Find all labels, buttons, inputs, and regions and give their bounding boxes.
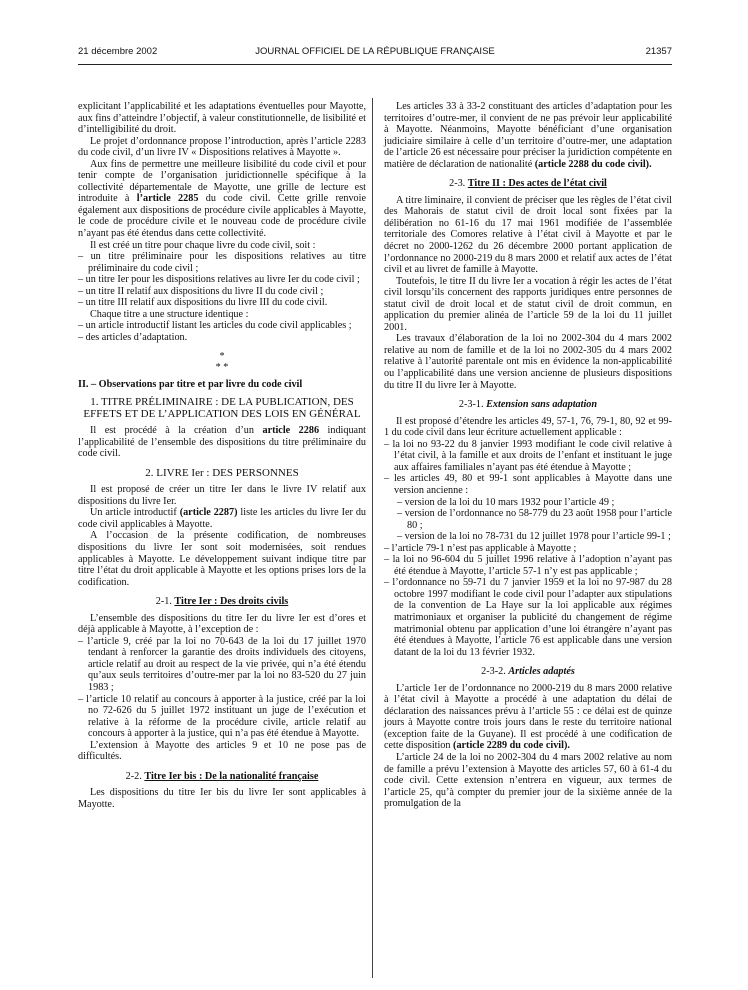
page-header (78, 46, 672, 62)
list-item: – un article introductif listant les articles du code civil applicables ; (78, 320, 352, 332)
section-heading: II. – Observations par titre et par livre du code civil (78, 379, 303, 391)
list-item: – l’article 9, créé par la loi no 70-643 de la loi du 17 juillet 1970 tendant à renforcer la garantie des droits individuels des citoyens, article relatif au droit au respect de la vie privée, qui n’a été étendu qu’aux seuls territoires d’outre-mer par la loi no 83-520 du 27 juin 1983 ; (78, 635, 366, 693)
paragraph: Chaque titre a une structure identique : (90, 308, 249, 320)
list-item: – l’ordonnance no 59-71 du 7 janvier 1959 et la loi no 97-987 du 28 octobre 1997 modifiant le code civil pour l’adapter aux stipulations de la convention de La Haye sur la loi applicable aux régimes matrimoniaux et organiser la publicité du changement de régime matrimonial obtenu par application d’une loi étrangère n’ayant pas été étendues à Mayotte, l’article 76 est applicable dans une version datant de la loi du 13 février 1932. (384, 577, 672, 658)
paragraph: explicitant l’applicabilité et les adaptations éventuelles pour Mayotte, aux fins d’atteindre l’objectif, à valeur constitutionnelle, de lisibilité et d’intelligibilité du droit. (78, 101, 366, 136)
section-heading: 2-3-2. Articles adaptés (481, 666, 575, 678)
paragraph: L’extension à Mayotte des articles 9 et 10 ne pose pas de difficultés. (78, 739, 366, 763)
list-item: – un titre Ier pour les dispositions relatives au livre Ier du code civil ; (78, 274, 360, 286)
list-item: – un titre III relatif aux dispositions du livre III du code civil. (78, 297, 328, 309)
list-item: – la loi no 96-604 du 5 juillet 1996 relative à l’adoption n’ayant pas été étendue à Mayotte, l’article 57-1 n’y est pas applicable ; (384, 554, 672, 577)
list-item: – version de l’ordonnance no 58-779 du 23 août 1958 pour l’article 80 ; (397, 508, 672, 531)
paragraph: L’article 1er de l’ordonnance no 2000-219 du 8 mars 2000 relative à l’état civil à Mayotte a procédé à une adaptation du délai de déclaration des naissances prévu à l’article 55 : ce délai est de quinze jours à Mayotte contre trois jours dans le reste du territoire national (exception faite de la Guyane). Il est procédé à une codification de cette disposition (article 2289 du code civil). (384, 682, 672, 752)
paragraph: Un article introductif (article 2287) liste les articles du livre Ier du code civil applicables à Mayotte. (78, 507, 367, 530)
list-item: – la loi no 93-22 du 8 janvier 1993 modifiant le code civil relative à l’état civil, à la famille et aux droits de l’enfant et instituant le juge aux affaires familiales n’ayant pas été étendue à Mayotte ; (384, 438, 672, 473)
paragraph: Il est procédé à la création d’un article 2286 indiquant l’applicabilité de l’ensemble des dispositions du titre préliminaire du code civil. (78, 425, 367, 460)
paragraph: Les travaux d’élaboration de la loi no 2002-304 du 4 mars 2002 relative au nom de famille et de la loi no 2002-305 du 4 mars 2002 relative à l’autorité parentale ont mis en évidence la non-applicabilité ou l’applicabilité dans une version ancienne de plusieurs dispositions du titre II du livre Ier à Mayotte. (384, 333, 672, 391)
list-item: – un titre II relatif aux dispositions du livre II du code civil ; (78, 285, 324, 297)
header-page-number: 21357 (645, 46, 672, 57)
header-journal-title: JOURNAL OFFICIEL DE LA RÉPUBLIQUE FRANÇAISE (255, 46, 495, 57)
header-rule (78, 64, 672, 65)
list-item: – version de la loi no 78-731 du 12 juillet 1978 pour l’article 99-1 ; (397, 531, 671, 543)
section-separator: * * * (215, 351, 229, 374)
paragraph: Le projet d’ordonnance propose l’introduction, après l’article 2283 du code civil, d’un livre IV « Dispositions relatives à Mayotte ». (78, 135, 366, 159)
left-column (78, 101, 366, 810)
paragraph: L’ensemble des dispositions du titre Ier du livre Ier est d’ores et déjà applicable à Mayotte, à l’exception de : (78, 612, 366, 636)
paragraph: Il est proposé d’étendre les articles 49, 57-1, 76, 79-1, 80, 92 et 99-1 du code civil dans leur écriture actuellement applicable : (384, 415, 672, 439)
list-item: – l’article 79-1 n’est pas applicable à Mayotte ; (384, 542, 577, 554)
section-heading: 2-3-1. Extension sans adaptation (458, 399, 598, 411)
list-item: – version de la loi du 10 mars 1932 pour l’article 49 ; (397, 496, 615, 508)
list-item: – les articles 49, 80 et 99-1 sont applicables à Mayotte dans une version ancienne : (384, 473, 672, 496)
paragraph: L’article 24 de la loi no 2002-304 du 4 mars 2002 relative au nom de famille a prévu l’extension à Mayotte des articles 57, 60 à 61-4 du code civil. Cette extension n’entrera en vigueur, aux termes de l’article 25, qu’à compter du premier jour de la sixième année de la promulgation de la (384, 751, 672, 810)
paragraph: A l’occasion de la présente codification, de nombreuses dispositions du livre Ier sont soit modernisées, soit rendues applicables à Mayotte. Le développement suivant indique titre par titre l’état du droit applicable à Mayotte et les options prises lors de la codification. (78, 530, 366, 588)
column-divider (372, 98, 373, 978)
section-heading: 1. TITRE PRÉLIMINAIRE : DE LA PUBLICATION, DES EFFETS ET DE L’APPLICATION DES LOIS EN GÉNÉRAL (83, 396, 361, 421)
right-column (384, 101, 672, 810)
list-item: – l’article 10 relatif au concours à apporter à la justice, créé par la loi no 72-626 du 5 juillet 1972 instituant un juge de l’exécution et relative à la réforme de la procédure civile, article relatif au concours à apporter à la justice, qui n’a pas été étendue à Mayotte. (78, 693, 366, 740)
section-heading: 2. LIVRE Ier : DES PERSONNES (145, 466, 299, 479)
paragraph: A titre liminaire, il convient de préciser que les règles de l’état civil des Mahorais de statut civil de droit local sont fixées par la délibération no 61-16 du 17 mai 1961 modifiée de l’assemblée territoriale des Comores relative à l’état civil à Mayotte et par le décret no 2000-1262 du 26 décembre 2000 portant application de l’ordonnance no 2000-219 du 8 mars 2000 et relatif aux actes de l’état civil et au livret de famille à Mayotte. (384, 194, 672, 276)
list-item: – un titre préliminaire pour les dispositions relatives au titre préliminaire du code civil ; (78, 251, 366, 274)
paragraph: Il est créé un titre pour chaque livre du code civil, soit : (90, 239, 316, 251)
paragraph: Il est proposé de créer un titre Ier dans le livre IV relatif aux dispositions du livre Ier. (78, 484, 366, 507)
header-date: 21 décembre 2002 (78, 46, 158, 57)
list-item: – des articles d’adaptation. (78, 331, 188, 343)
section-heading: 2-1. Titre Ier : Des droits civils (155, 596, 289, 608)
paragraph: Aux fins de permettre une meilleure lisibilité du code civil et pour tenir compte de l’organisation juridictionnelle spécifique à la collectivité départementale de Mayotte, une grille de lecture est introduite à l’article 2285 du code civil. Cette grille renvoie également aux dispositions de procédure civile applicables à Mayotte, le code de procédure civile et le nouveau code de procédure civile n’ayant pas été étendus dans cette collectivité. (78, 158, 367, 240)
paragraph: Les articles 33 à 33-2 constituant des articles d’adaptation pour les territoires d’outre-mer, il convient de ne pas prévoir leur applicabilité à Mayotte. Néanmoins, Mayotte bénéficiant d’une organisation judiciaire similaire à celle d’un territoire d’outre-mer, une adaptation de l’article 26 est nécessaire pour préciser la juridiction compétente en matière de déclaration de nationalité (article 2288 du code civil). (384, 101, 672, 170)
paragraph: Toutefois, le titre II du livre Ier a vocation à régir les actes de l’état civil lorsqu’ils concernent des rapports juridiques entre personnes de statut civil de droit local et de statut civil de droit commun, en application du premier alinéa de l’article 59 de la loi du 11 juillet 2001. (384, 275, 672, 333)
section-heading: 2-3. Titre II : Des actes de l’état civil (449, 178, 607, 190)
section-heading: 2-2. Titre Ier bis : De la nationalité française (125, 770, 319, 782)
paragraph: Les dispositions du titre Ier bis du livre Ier sont applicables à Mayotte. (78, 787, 366, 810)
